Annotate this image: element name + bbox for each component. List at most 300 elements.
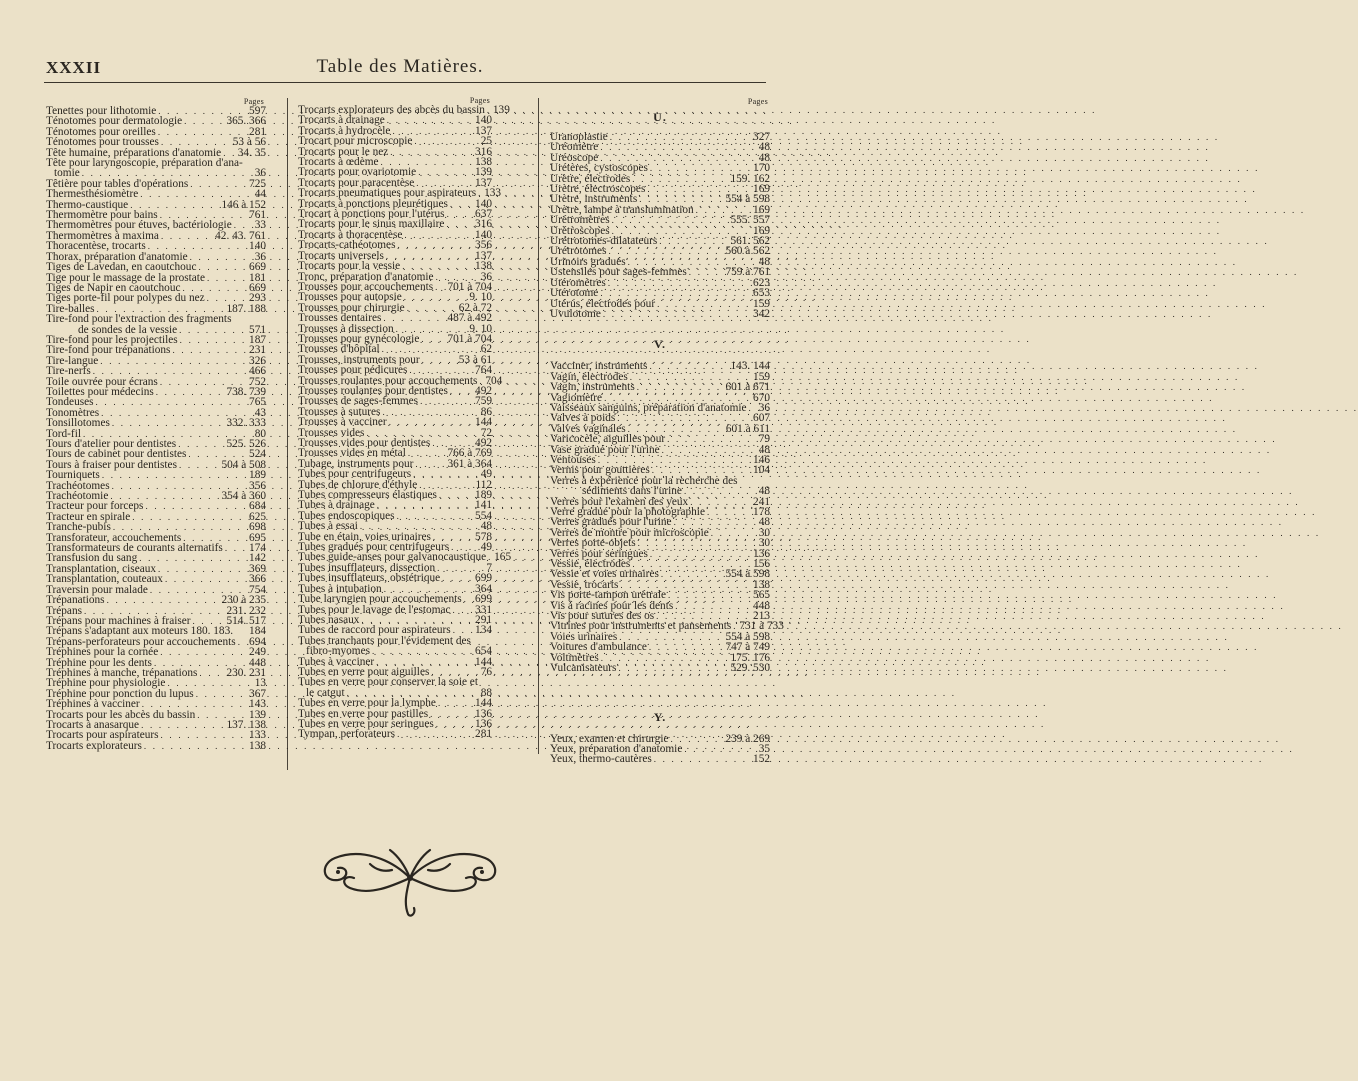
entry-pages: 152: [753, 753, 770, 766]
entry-pages: 187: [249, 333, 266, 346]
dot-leader: [418, 396, 473, 406]
entry-pages: 86: [480, 405, 492, 418]
entry-term: Thermomètre pour bains: [46, 209, 158, 222]
entry-pages: 62 à 72: [458, 301, 492, 314]
entry-pages: 156: [753, 558, 770, 571]
entry-pages: 48: [758, 516, 770, 529]
dot-leader: [223, 543, 247, 553]
entry-pages: 189: [249, 469, 266, 482]
dot-leader: [601, 309, 751, 319]
index-entry: [298, 313, 492, 323]
entry-term: Tubes en verre pour seringues: [298, 717, 434, 730]
entry-term: Tiges porte-fil pour polypes du nez: [46, 292, 205, 305]
entry-term: Tubes à intubation: [298, 582, 382, 595]
dot-leader: [665, 434, 757, 444]
dot-leader: [636, 538, 757, 548]
entry-term: Urètre, instruments: [550, 193, 638, 206]
entry-term: Trocarts explorateurs: [46, 739, 142, 752]
entry-term: Tire-langue: [46, 354, 99, 367]
entry-pages: 43: [254, 406, 266, 419]
entry-term: Trépans-perforateurs pour accouchements: [46, 635, 236, 648]
entry-pages: 62: [480, 343, 492, 356]
dot-leader: [709, 528, 757, 538]
entry-term: Trousses vides pour dentistes: [298, 437, 431, 449]
dot-leader: [451, 605, 474, 615]
entry-pages: 704: [485, 374, 503, 387]
entry-pages: 607: [753, 412, 770, 425]
entry-term: Tubes de raccord pour aspirateurs: [298, 624, 451, 637]
dot-leader: [648, 549, 751, 559]
entry-pages: 136: [475, 717, 492, 730]
dot-leader: [419, 334, 445, 344]
entry-pages: 561. 562: [730, 235, 770, 248]
entry-term: Urètre, électrodes: [550, 172, 631, 185]
dot-leader: [598, 288, 751, 298]
index-entry: [46, 741, 266, 751]
entry-pages: 331: [475, 603, 492, 616]
entry-pages: 364: [475, 582, 492, 595]
entry-pages: 137: [475, 176, 492, 189]
entry-pages: 136: [475, 707, 492, 720]
dot-leader: [130, 512, 247, 522]
index-column-3: [550, 97, 784, 766]
entry-pages: 146: [753, 453, 770, 466]
entry-term: Tenettes pour lithotomie: [46, 105, 157, 117]
entry-pages: 316: [475, 218, 492, 231]
entry-term: Trépans pour machines à fraiser: [46, 614, 191, 627]
entry-term: Thorax, préparation d'anatomie: [46, 250, 188, 263]
entry-term: Trocarts explorateurs des abcès du bassin: [298, 104, 485, 116]
entry-term: Vis à racines pour les dents: [550, 599, 674, 612]
entry-pages: 367: [249, 687, 266, 700]
entry-term: Traversin pour malade: [46, 583, 148, 596]
entry-term: Trocart à ponctions pour l'utérus: [298, 208, 445, 221]
entry-term: Urétrotomes: [550, 245, 607, 258]
entry-pages: 698: [249, 521, 266, 534]
entry-pages: 138: [753, 578, 770, 591]
entry-pages: 133: [249, 729, 266, 742]
entry-pages: 137: [475, 249, 492, 262]
entry-term: Trousses dentaires: [298, 312, 382, 325]
entry-pages: 137: [475, 124, 492, 137]
entry-term: Yeux, préparation d'anatomie: [550, 742, 683, 755]
entry-pages: 36: [758, 401, 770, 414]
entry-term: Trocarts pour le sinus maxillaire: [298, 218, 445, 231]
page-number: XXXII: [46, 58, 102, 77]
index-entry: [46, 262, 266, 272]
entry-pages: 76: [480, 665, 492, 678]
entry-term: Tracteur en spirale: [46, 510, 131, 523]
entry-term: Uréoscope: [550, 151, 599, 164]
entry-term: Transformateurs de courants alternatifs: [46, 542, 223, 555]
entry-term: Vaisseaux sanguins, préparation d'anatomie: [550, 401, 747, 414]
entry-term: Trépanations: [46, 594, 105, 607]
dot-leader: [196, 262, 247, 272]
pages-heading: Pages: [747, 97, 768, 106]
index-entry: [298, 698, 492, 708]
entry-pages: 42. 43. 761: [215, 229, 266, 242]
entry-term: Têtière pour tables d'opérations: [46, 177, 189, 190]
entry-term: Urinoirs gradués: [550, 255, 626, 268]
entry-term: Tubes à drainage: [298, 499, 375, 512]
entry-pages: 13: [254, 677, 266, 690]
entry-pages: 88: [480, 686, 492, 699]
entry-term: Tubes compresseurs élastiques: [298, 489, 437, 502]
entry-pages: 140: [249, 240, 266, 253]
entry-pages: 144: [475, 416, 492, 429]
dot-leader: [177, 325, 247, 335]
dot-leader: [660, 445, 757, 455]
entry-pages: 159: [753, 297, 770, 310]
entry-term: Trocarts-cathéotomes: [298, 239, 396, 252]
dot-leader: [413, 459, 445, 469]
entry-pages: 138: [475, 260, 492, 273]
dot-leader: [158, 647, 247, 657]
entry-pages: 230 à 235: [221, 594, 266, 607]
entry-pages: 80: [254, 427, 266, 440]
entry-term: Trousses, instruments pour: [298, 353, 420, 366]
entry-term: Tronc, préparation d'anatomie: [298, 270, 434, 283]
dot-leader: [411, 469, 479, 479]
dot-leader: [98, 356, 247, 366]
entry-term: Trachéotomes: [46, 479, 110, 492]
entry-pages: 554 à 598: [725, 568, 770, 581]
entry-term: Tubes en verre pour aiguilles: [298, 665, 430, 678]
entry-pages: 555. 557: [730, 214, 770, 227]
entry-pages: 571: [249, 323, 266, 336]
index-entry: [550, 309, 770, 319]
dot-leader: [610, 215, 729, 225]
entry-term: Trousses pour chirurgie: [298, 301, 405, 314]
entry-pages: 9. 10: [469, 322, 492, 335]
dot-leader: [416, 167, 473, 177]
entry-pages: 137. 138: [226, 718, 266, 731]
entry-pages: 35: [758, 742, 770, 755]
entry-pages: 134: [475, 624, 492, 637]
entry-pages: 625: [249, 510, 266, 523]
entry-term: Transforateur, accouchements: [46, 531, 182, 544]
entry-term: Verres gradués pour l'urine: [550, 516, 672, 529]
entry-term: Tranche-pubis: [46, 521, 111, 534]
entry-term: Yeux, examen et chirurgie: [550, 732, 669, 745]
entry-pages: 669: [249, 281, 266, 294]
entry-pages: 170: [753, 162, 770, 175]
entry-pages: 48: [480, 520, 492, 533]
entry-pages: 184: [249, 625, 266, 638]
index-entry: [550, 754, 770, 764]
entry-term: Verre gradué pour la photographie: [550, 506, 705, 518]
entry-pages: 492: [475, 437, 492, 449]
entry-term: Trousses vides en métal: [298, 447, 406, 460]
entry-term: Tire-fond pour trépanations: [46, 344, 171, 357]
entry-term: Valves à poids: [550, 412, 616, 425]
entry-pages: 239 à 269: [725, 732, 770, 745]
entry-pages: 140: [475, 197, 492, 210]
index-entry: [298, 365, 492, 375]
entry-term: Varicocèle, aiguilles pour: [550, 433, 666, 446]
entry-term: Trocarts pour la vessie: [298, 260, 401, 273]
entry-pages: 356: [249, 479, 266, 492]
entry-pages: 738. 739: [226, 385, 266, 398]
entry-term: Transfusion du sang: [46, 552, 138, 565]
entry-term: Tubes tranchants pour l'évidement des: [298, 634, 471, 647]
entry-term: Tubes nasaux: [298, 613, 360, 626]
entry-term: Trocarts à ponctions pleurétiques: [298, 197, 448, 210]
entry-pages: 231: [249, 344, 266, 357]
entry-term: Toilettes pour médecins: [46, 385, 154, 398]
entry-term: Tubes endoscopiques: [298, 509, 395, 522]
entry-pages: 316: [475, 145, 492, 158]
dot-leader: [599, 653, 729, 663]
entry-term: Vulcanisateurs: [550, 662, 617, 675]
entry-pages: 136: [753, 547, 770, 560]
entry-term: Tubes insufflateurs, dissection: [298, 561, 436, 574]
entry-pages: 49: [480, 468, 492, 481]
dot-leader: [437, 490, 473, 500]
entry-pages: 654: [475, 645, 492, 658]
entry-term: Tours à fraiser pour dentistes: [46, 458, 177, 471]
entry-term: Verres porte-objets: [550, 537, 636, 550]
index-entry: [46, 314, 266, 324]
entry-term: Tréphines à manche, trépanations: [46, 666, 198, 679]
entry-term: Trousses roulantes pour dentistes: [298, 384, 448, 397]
dot-leader: [143, 501, 247, 511]
entry-pages: 361 à 364: [447, 457, 492, 470]
entry-term: Urétrotomes-dilatateurs: [550, 235, 658, 248]
entry-term: Trocarts pour ovariotomie: [298, 166, 417, 179]
dot-leader: [436, 698, 473, 708]
entry-pages: 144: [475, 697, 492, 710]
entry-term: Vase gradué pour l'urine: [550, 443, 660, 456]
entry-pages: 49: [480, 541, 492, 554]
entry-term: Trousses roulantes pour accouchements: [298, 374, 478, 387]
entry-pages: 514. 517: [226, 614, 266, 627]
dot-leader: [608, 132, 751, 142]
entry-pages: 7: [486, 561, 492, 574]
dot-leader: [388, 147, 473, 157]
entry-term: Tours d'atelier pour dentistes: [46, 438, 177, 450]
entry-pages: 597: [249, 105, 266, 117]
dot-leader: [236, 637, 247, 647]
dot-leader: [194, 689, 247, 699]
entry-term: Thermesthésiomètre: [46, 188, 139, 201]
entry-pages: 231. 232: [226, 604, 266, 617]
entry-term: Uréomètre: [550, 141, 599, 154]
entry-pages: 36: [254, 250, 266, 263]
entry-pages: 694: [249, 635, 266, 648]
entry-pages: 365. 366: [226, 115, 266, 128]
index-entry: [298, 646, 492, 656]
dot-leader: [647, 642, 724, 652]
entry-pages: 169: [753, 183, 770, 196]
dot-leader: [385, 115, 473, 125]
dot-leader: [428, 709, 473, 719]
entry-pages: 169: [753, 203, 770, 216]
dot-leader: [110, 418, 225, 428]
entry-term: Trépans: [46, 604, 82, 617]
index-entry: [298, 261, 492, 271]
dot-leader: [370, 646, 473, 656]
entry-pages: 554 à 598: [725, 193, 770, 206]
entry-term: Ténotomes pour oreilles: [46, 125, 156, 138]
dot-leader: [682, 744, 756, 754]
entry-term: Tubage, instruments pour: [298, 457, 414, 470]
entry-term: Trocarts pneumatiques pour aspirateurs: [298, 187, 477, 200]
entry-term: Vessie, électrodes: [550, 558, 631, 571]
entry-term: Tubes gradués pour centrifugeurs: [298, 541, 450, 554]
entry-term: Thoracentèse, trocarts: [46, 240, 146, 253]
entry-term: Trousses vides: [298, 426, 365, 439]
entry-pages: 701 à 704: [447, 280, 492, 293]
entry-pages: 48: [758, 255, 770, 268]
entry-term: Tête pour laryngoscopie, préparation d'ana-: [46, 157, 243, 170]
entry-pages: 36: [480, 270, 492, 283]
entry-term: tomie: [54, 167, 80, 180]
index-entry: [298, 594, 492, 604]
entry-pages: 759 à 761: [725, 266, 770, 279]
entry-pages: 25: [480, 135, 492, 148]
dot-leader: [178, 335, 247, 345]
entry-pages: 637: [475, 208, 492, 221]
dot-leader: [440, 573, 473, 583]
entry-term: Trocart pour microscopie: [298, 135, 413, 148]
entry-term: Thermo-caustique: [46, 198, 129, 211]
entry-term: Tréphines à vacciner: [46, 698, 140, 711]
entry-pages: 34. 35: [237, 146, 266, 159]
entry-pages: 578: [475, 530, 492, 543]
index-entry: [550, 382, 770, 392]
dot-leader: [652, 754, 751, 764]
dot-leader: [387, 417, 473, 427]
entry-pages: 448: [249, 656, 266, 669]
dot-leader: [705, 507, 751, 517]
entry-pages: 327: [753, 131, 770, 143]
dot-leader: [395, 729, 473, 739]
entry-pages: 48: [758, 443, 770, 456]
entry-term: Ténotomes pour trousses: [46, 136, 159, 149]
entry-pages: 695: [249, 531, 266, 544]
dot-leader: [140, 699, 247, 709]
dot-leader: [635, 382, 724, 392]
entry-pages: 30: [758, 537, 770, 550]
entry-term: Tube en étain, voies urinaires: [298, 530, 431, 543]
page-title: Table des Matières.: [316, 56, 484, 77]
index-entry: [46, 647, 266, 657]
dot-leader: [395, 511, 473, 521]
entry-pages: 354 à 360: [221, 490, 266, 503]
entry-term: Tourniquets: [46, 469, 100, 482]
entry-term: sédiments dans l'urine: [582, 485, 682, 498]
index-entries-3: [550, 106, 784, 766]
entry-pages: 293: [249, 292, 266, 305]
dot-leader: [170, 345, 247, 355]
entry-term: Trousses à dissection: [298, 322, 394, 335]
entry-pages: 281: [475, 728, 492, 741]
dot-leader: [188, 252, 253, 262]
entry-term: Tubes insufflateurs, obstétrique: [298, 572, 441, 585]
dot-leader: [156, 564, 247, 574]
dot-leader: [448, 199, 473, 209]
dot-leader: [630, 174, 728, 184]
entry-pages: 731 à 733: [739, 620, 784, 633]
entry-term: Voies urinaires: [550, 630, 618, 643]
entry-pages: 140: [475, 114, 492, 127]
dot-leader: [657, 236, 728, 246]
entry-term: Tonomètres: [46, 406, 100, 419]
entry-term: Tire-nerfs: [46, 365, 91, 378]
entry-pages: 366: [249, 573, 266, 586]
dot-leader: [434, 719, 473, 729]
entry-pages: 140: [475, 228, 492, 241]
index-entry: [550, 288, 770, 298]
entry-pages: 601 à 671: [725, 381, 770, 394]
dot-leader: [163, 574, 247, 584]
entry-pages: 249: [249, 646, 266, 659]
entry-pages: 175. 176: [730, 651, 770, 664]
entry-pages: 241: [753, 495, 770, 508]
entry-term: Vessie et voies urinaires: [550, 568, 659, 581]
entry-term: Vagiomètre: [550, 391, 603, 404]
entry-pages: 79: [758, 433, 770, 446]
dot-leader: [433, 282, 445, 292]
entry-term: Trépans s'adaptant aux moteurs 180. 183.: [46, 625, 234, 638]
dot-leader: [182, 116, 224, 126]
dot-leader: [616, 663, 728, 673]
entry-pages: 754: [249, 583, 266, 596]
entry-term: Tonsillotomes: [46, 417, 110, 430]
entry-pages: 504 à 508: [221, 458, 266, 471]
entry-pages: 369: [249, 562, 266, 575]
entry-pages: 565: [753, 589, 770, 602]
entry-pages: 448: [753, 599, 770, 612]
dot-leader: [445, 209, 473, 219]
index-column-1: [46, 97, 266, 751]
entry-term: Tubes en verre pour conserver la soie et: [298, 676, 478, 689]
dot-leader: [94, 397, 248, 407]
entry-pages: 178: [753, 506, 770, 518]
dot-leader: [400, 261, 473, 271]
entry-term: Tire-balles: [46, 302, 95, 315]
entry-pages: 189: [475, 489, 492, 502]
entry-term: Toile ouvrée pour écrans: [46, 375, 158, 388]
entry-term: Trousses pour accouchements: [298, 280, 434, 293]
entry-term: Tours de cabinet pour dentistes: [46, 448, 187, 461]
entry-pages: 761: [249, 209, 266, 222]
entry-pages: 33: [254, 219, 266, 232]
entry-term: Tubes en verre pour la lymphe: [298, 697, 436, 710]
index-entry: [550, 663, 770, 673]
entry-pages: 764: [475, 364, 492, 377]
entry-term: Tige pour le massage de la prostate: [46, 271, 205, 284]
entry-pages: 560 à 562: [725, 245, 770, 258]
entry-pages: 525. 526: [226, 438, 266, 450]
entry-term: Voitures d'ambulance: [550, 641, 647, 654]
entry-pages: 326: [249, 354, 266, 367]
entry-term: de sondes de la vessie: [78, 323, 178, 336]
entry-pages: 112: [475, 478, 492, 491]
entry-pages: 187. 188: [226, 302, 266, 315]
entry-term: Tubes pour centrifugeurs: [298, 468, 412, 481]
entry-pages: 492: [475, 384, 492, 397]
entry-term: Vagin, électrodes: [550, 370, 628, 383]
entry-pages: 332. 333: [226, 417, 266, 430]
entry-pages: 230. 231: [226, 666, 266, 679]
dot-leader: [154, 387, 225, 397]
entry-pages: 554 à 598: [725, 630, 770, 643]
entry-term: fibro-myomes: [306, 645, 371, 658]
index-entry: [46, 595, 266, 605]
entry-pages: 141: [475, 499, 492, 512]
